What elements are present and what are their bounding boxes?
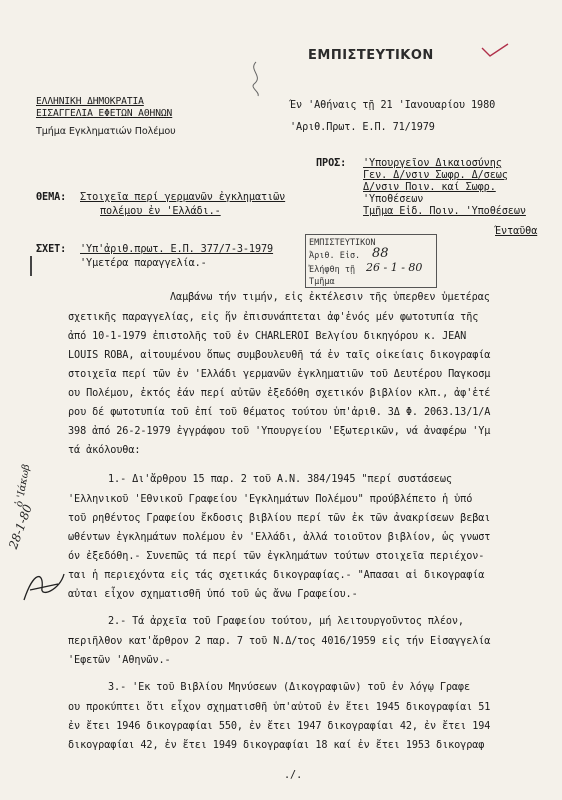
received-date-value: 26 - 1 - 80 <box>366 261 423 274</box>
ink-scribble-icon <box>244 58 274 98</box>
reference-line-2: 'Υμετέρα παραγγελία.- <box>80 258 207 269</box>
recipient-line-2: Γεν. Δ/νσιν Σωφρ. Δ/σεως <box>363 170 508 181</box>
margin-note-name: ὁ 'Ιάκωβ <box>14 463 33 508</box>
body-p1-line-5: στοιχεῖα περί τῶν ἐν 'Ελλάδι γερμανῶν ἐγκληματιῶν τοῦ Δευτέρου Παγκοσμ <box>68 369 491 380</box>
body-p1-line-8: 398 ἀπό 26-2-1979 ἐγγράφου τοῦ 'Υπουργείου 'Εξωτερικῶν, νά ἀναφέρω 'Υμ <box>68 426 491 437</box>
body-p4-line-4: δικογραφίαι 42, ἐν ἔτει 1949 δικογραφίαι 18 καί ἐν ἔτει 1953 δικογραφ <box>68 740 485 751</box>
page-continuation: ./. <box>284 770 303 781</box>
received-stamp-dept: Τμῆμα <box>309 277 335 287</box>
body-p3-line-2: περιῆλθον κατ'ἄρθρον 2 παρ. 7 τοῦ Ν.Δ/τος 4016/1959 εἰς τήν Εἰσαγγελία <box>68 636 491 647</box>
body-p4-line-3: ἐν ἔτει 1946 δικογραφίαι 550, ἐν ἔτει 1947 δικογραφίαι 42, ἐν ἔτει 194 <box>68 721 491 732</box>
subject-line-2: πολέμου ἐν 'Ελλάδι.- <box>100 206 221 217</box>
body-p2-line-1: 1.- Δι'ἄρθρου 15 παρ. 2 τοῦ Α.Ν. 384/1945 "περί συστάσεως <box>108 474 452 485</box>
confidential-stamp: ΕΜΠΙΣΤΕΥΤΙΚΟΝ <box>308 48 434 63</box>
body-p2-line-4: ωθέντων ἐγκλημάτων πολέμου ἐν 'Ελλάδι, ἀλλά τοιοῦτον βιβλίον, ὡς γνωστ <box>68 532 491 543</box>
recipient-label: ΠΡΟΣ: <box>316 158 347 169</box>
check-mark-icon <box>480 42 510 62</box>
date-line: Έν 'Αθήναις τῇ 21 'Ιανουαρίου 1980 <box>290 100 496 111</box>
body-p2-line-7: αὐται εἶχον σχηματισθῆ ὑπό τοῦ ὡς ἄνω Γραφείου.- <box>68 589 358 600</box>
margin-note-date: 28-1-80 <box>6 502 35 551</box>
body-p4-line-1: 3.- 'Εκ τοῦ Βιβλίου Μηνύσεων (Δικογραφιῶν) τοῦ ἐν λόγῳ Γραφε <box>108 682 471 693</box>
received-number-label: Ἀριθ. Εἰσ. <box>309 251 361 261</box>
body-p1-line-4: LOUIS ROBA, αἰτουμένου ὅπως συμβουλευθῆ τά ἐν ταῖς οἰκείαις δικογραφία <box>68 350 491 361</box>
body-p1-line-6: ου Πολέμου, ἐκτός ἐάν περί αὐτῶν ἐξεδόθη σχετικόν βιβλίον κλπ., ἀφ'ἑτέ <box>68 388 491 399</box>
body-p4-line-2: ου προκύπτει ὅτι εἶχον σχηματισθῆ ὑπ'αὐτοῦ ἐν ἔτει 1945 δικογραφίαι 51 <box>68 702 491 713</box>
body-p1-line-7: ρου δέ φωτοτυπία τοῦ ἐπί τοῦ θέματος τούτου ὑπ'ἀριθ. 3Δ Φ. 2063.13/1/Α <box>68 407 491 418</box>
subject-line-1: Στοιχεῖα περί γερμανῶν ἐγκληματιῶν <box>80 192 286 203</box>
received-date-label: Ἐλήφθη τῇ <box>309 265 356 275</box>
protocol-number: 'Αριθ.Πρωτ. Ε.Π. 71/1979 <box>290 122 435 133</box>
reference-label: ΣΧΕΤ: <box>36 244 67 255</box>
received-number-value: 88 <box>372 246 389 261</box>
body-p1-line-9: τά ἀκόλουθα: <box>68 445 141 456</box>
body-p2-line-2: 'Ελληνικοῦ 'Εθνικοῦ Γραφείου 'Εγκλημάτων Πολέμου" προύβλέπετο ἡ ὑπό <box>68 494 473 505</box>
recipient-line-5: Τμῆμα Εἰδ. Ποιν. 'Υποθέσεων <box>363 206 526 217</box>
body-p1-line-3: ἀπό 10-1-1979 ἐπιστολῆς τοῦ ἐν CHARLEROI Βελγίου δικηγόρου κ. JEAN <box>68 331 467 342</box>
recipient-line-4: 'Υποθέσεων <box>363 194 424 205</box>
signature-scribble-icon <box>20 566 68 606</box>
margin-bar <box>30 256 32 276</box>
issuer-line-2: ΕΙΣΑΓΓΕΛΙΑ ΕΦΕΤΩΝ ΑΘΗΝΩΝ <box>36 108 173 119</box>
recipient-line-3: Δ/νσιν Ποιν. καί Σωφρ. <box>363 182 496 193</box>
received-stamp-title: ΕΜΠΙΣΤΕΥΤΙΚΟΝ <box>309 238 376 248</box>
body-p2-line-5: όν ἐξεδόθη.- Συνεπῶς τά περί τῶν ἐγκλημάτων τούτων στοιχεῖα περιέχον- <box>68 551 485 562</box>
body-p2-line-6: ται ἡ περιεχόντα εἰς τάς σχετικάς δικογραφίας.- "Απασαι αἱ δικογραφία <box>68 570 485 581</box>
body-p3-line-1: 2.- Τά ἀρχεῖα τοῦ Γραφείου τούτου, μή λειτουργοῦντος πλέον, <box>108 616 464 627</box>
recipient-location: Ένταῦθα <box>495 226 538 237</box>
recipient-ministry: 'Υπουργεῖον Δικαιοσύνης <box>363 158 502 169</box>
body-p1-line-2: σχετικῆς παραγγελίας, εἰς ἥν ἐπισυνάπτεται ἀφ'ἑνός μέν φωτοτυπία τῆς <box>68 312 479 323</box>
body-p2-line-3: τοῦ ρηθέντος Γραφείου ἔκδοσις βιβλίου περί τῶν ἐκ τῶν ἀνακρίσεων βεβαι <box>68 513 491 524</box>
issuer-department: Τμήμα Εγκληματιών Πολέμου <box>36 126 176 137</box>
issuer-line-1: ΕΛΛΗΝΙΚΗ ΔΗΜΟΚΡΑΤΙΑ <box>36 96 144 107</box>
reference-line-1: 'Υπ'ἀριθ.πρωτ. Ε.Π. 377/7-3-1979 <box>80 244 274 255</box>
body-p1-line-1: Λαμβάνω τήν τιμήν, εἰς ἐκτέλεσιν τῆς ὑπερθεν ὑμετέρας <box>170 292 490 303</box>
subject-label: ΘΕΜΑ: <box>36 192 67 203</box>
body-p3-line-3: 'Εφετῶν 'Αθηνῶν.- <box>68 655 171 666</box>
